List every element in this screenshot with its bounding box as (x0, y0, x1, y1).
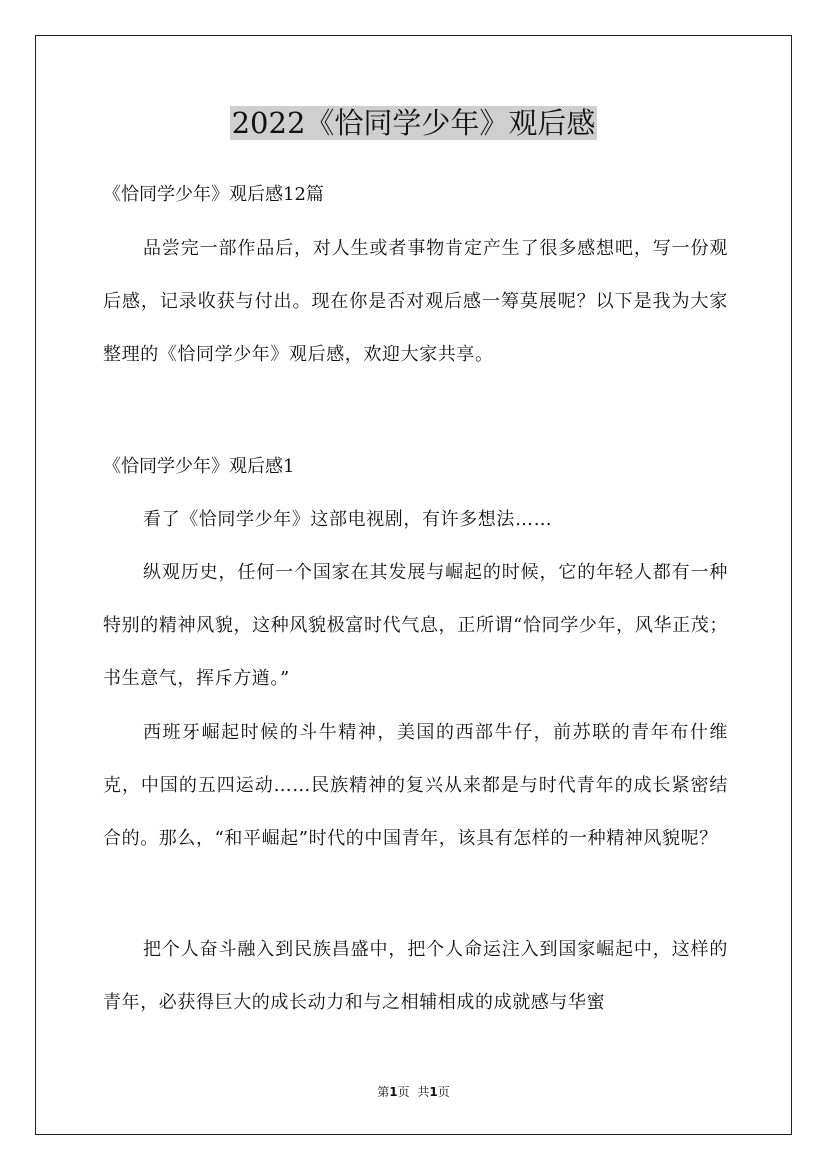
document-title (0, 104, 827, 142)
page-label-suffix: 页 (397, 1085, 410, 1099)
body-paragraph-1: 看了《恰同学少年》这部电视剧，有许多想法…… (143, 509, 553, 530)
page-current-number: 1 (389, 1085, 398, 1099)
body-paragraph-3: 西班牙崛起时候的斗牛精神，美国的西部牛仔，前苏联的青年布什维克，中国的五四运动……民族精神的复兴从来都是与时代青年的成长紧密结合的。那么，“和平崛起”时代的中国青年，该具有怎样的一种精神风貌呢？ (103, 722, 728, 849)
document-subtitle: 《恰同学少年》观后感12篇 (103, 184, 324, 205)
total-label-prefix: 共 (417, 1085, 430, 1099)
total-label-suffix: 页 (437, 1085, 450, 1099)
body-paragraph-2: 纵观历史，任何一个国家在其发展与崛起的时候，它的年轻人都有一种特别的精神风貌，这种风貌极富时代气息，正所谓“恰同学少年，风华正茂；书生意气，挥斥方遒。” (103, 562, 728, 689)
page-footer (0, 1084, 827, 1100)
document-title-text: 2022《恰同学少年》观后感 (231, 106, 596, 140)
body-paragraph-4: 把个人奋斗融入到民族昌盛中，把个人命运注入到国家崛起中，这样的青年，必获得巨大的成长动力和与之相辅相成的成就感与华蜜 (103, 939, 728, 1013)
page-label-prefix: 第 (377, 1085, 390, 1099)
intro-paragraph: 品尝完一部作品后，对人生或者事物肯定产生了很多感想吧，写一份观后感，记录收获与付出。现在你是否对观后感一筹莫展呢？以下是我为大家整理的《恰同学少年》观后感，欢迎大家共享。 (103, 238, 728, 365)
page-total-number: 1 (429, 1085, 438, 1099)
section-heading: 《恰同学少年》观后感1 (103, 456, 295, 477)
